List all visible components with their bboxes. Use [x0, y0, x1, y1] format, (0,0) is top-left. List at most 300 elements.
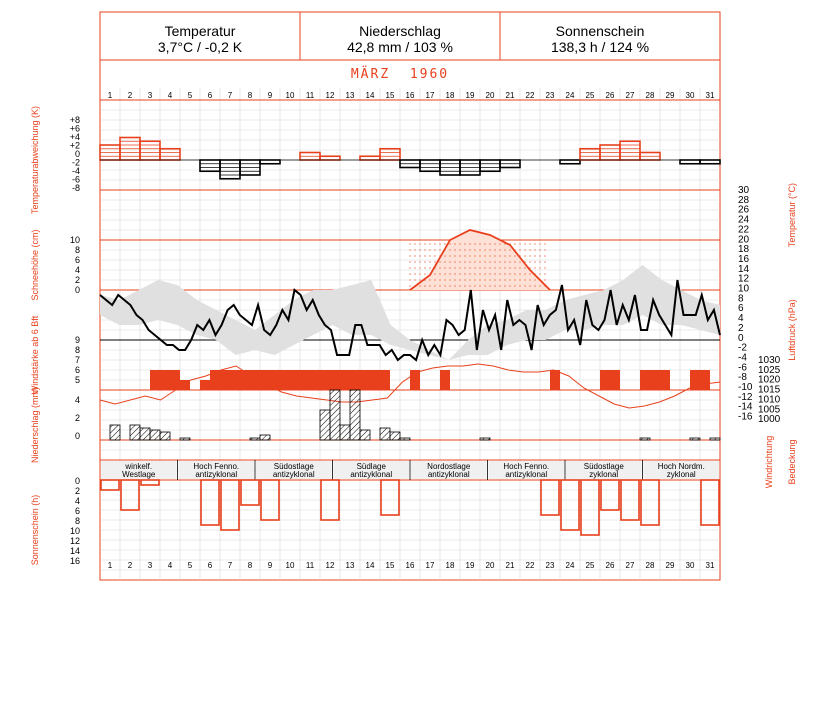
- temp-tick: 30: [738, 185, 750, 196]
- snow-dot: [524, 255, 525, 256]
- weather-type-label: antizyklonal: [505, 470, 548, 479]
- snow-dot: [489, 267, 490, 268]
- precip-bar: [480, 438, 490, 440]
- sunshine-bar: [581, 480, 599, 535]
- temp-tick: 2: [738, 322, 744, 334]
- snow-dot: [519, 249, 520, 250]
- snow-dot: [414, 267, 415, 268]
- anomaly-tick: -8: [71, 183, 80, 193]
- pressure-tick: 1015: [758, 384, 781, 396]
- day-label: 16: [405, 91, 415, 100]
- snow-dot: [434, 285, 435, 286]
- sunshine-value: 138,3 h / 124 %: [550, 39, 650, 55]
- snow-dot: [514, 243, 515, 244]
- snow-dot: [539, 285, 540, 286]
- wind-bar: [410, 370, 420, 390]
- precip-bar: [360, 430, 370, 440]
- snow-dot: [494, 285, 495, 286]
- snow-dot: [419, 261, 420, 262]
- snow-dot: [409, 249, 410, 250]
- anomaly-bar: [260, 160, 280, 164]
- snow-dot: [459, 267, 460, 268]
- temp-range-band: [100, 265, 720, 360]
- anomaly-tick: +6: [69, 123, 80, 134]
- snow-dot: [474, 243, 475, 244]
- snow-dot: [489, 261, 490, 262]
- snow-dot: [529, 255, 530, 256]
- snow-dot: [539, 261, 540, 262]
- snow-dot: [519, 243, 520, 244]
- snow-dot: [444, 243, 445, 244]
- snow-dot: [464, 243, 465, 244]
- snow-dot: [474, 273, 475, 274]
- snow-dot: [514, 273, 515, 274]
- left-axis-ticks: [70, 115, 80, 566]
- wind-bar: [300, 370, 310, 390]
- snow-dot: [494, 267, 495, 268]
- day-label: 24: [565, 561, 575, 570]
- anomaly-tick: -4: [71, 166, 80, 176]
- sunshine-bar: [201, 480, 219, 525]
- day-label: 3: [147, 91, 153, 100]
- snow-dot: [504, 249, 505, 250]
- day-label: 30: [685, 561, 695, 570]
- snow-dot: [494, 243, 495, 244]
- snow-dot: [424, 243, 425, 244]
- snow-tick: 2: [74, 275, 80, 285]
- day-label: 6: [207, 91, 213, 100]
- snow-dot: [459, 273, 460, 274]
- day-label: 11: [305, 91, 315, 100]
- day-label: 4: [167, 561, 173, 570]
- day-label: 13: [345, 561, 355, 570]
- sunshine-bar: [561, 480, 579, 530]
- snow-dot: [429, 285, 430, 286]
- weather-type-label: Westlage: [122, 470, 156, 479]
- snow-dot: [504, 267, 505, 268]
- right-axis-label: Luftdruck (hPa): [787, 299, 797, 361]
- snow-dot: [449, 267, 450, 268]
- snow-dot: [444, 273, 445, 274]
- temp-tick: 14: [738, 263, 750, 275]
- anomaly-tick: +2: [69, 140, 80, 151]
- day-labels-bottom: [108, 561, 715, 570]
- wind-tick: 8: [74, 345, 80, 355]
- snow-dot: [429, 279, 430, 280]
- snow-dot: [509, 255, 510, 256]
- anomaly-tick: 0: [74, 149, 80, 159]
- day-label: 17: [425, 91, 435, 100]
- wind-bar: [230, 370, 240, 390]
- snow-dot: [424, 273, 425, 274]
- sunshine-tick: 10: [69, 526, 80, 536]
- day-label: 27: [625, 561, 635, 570]
- snow-dot: [464, 273, 465, 274]
- day-label: 10: [285, 561, 295, 570]
- precip-bar: [640, 438, 650, 440]
- temp-tick: -4: [738, 352, 747, 364]
- temp-tick: -16: [738, 411, 753, 423]
- anomaly-tick: -2: [71, 157, 80, 168]
- day-label: 8: [247, 561, 253, 570]
- sunshine-label: Sonnenschein: [555, 23, 645, 39]
- anomaly-bar: [140, 141, 160, 160]
- snow-dot: [409, 267, 410, 268]
- snow-dot: [529, 261, 530, 262]
- temp-tick: 0: [738, 332, 744, 344]
- pressure-tick: 1010: [758, 394, 781, 406]
- sunshine-tick: 8: [74, 516, 80, 526]
- snow-dot: [459, 249, 460, 250]
- day-label: 15: [385, 91, 395, 100]
- snow-dot: [514, 279, 515, 280]
- wind-bar: [660, 370, 670, 390]
- snow-dot: [449, 243, 450, 244]
- right-axis-ticks: [738, 185, 781, 425]
- day-label: 26: [605, 561, 615, 570]
- sunshine-tick: 4: [74, 496, 80, 506]
- snow-dot: [469, 267, 470, 268]
- weather-type-label: Südostlage: [273, 462, 314, 471]
- temp-anomaly-series: [100, 138, 720, 179]
- snow-dot: [414, 255, 415, 256]
- snow-dot: [439, 279, 440, 280]
- snow-dot: [499, 243, 500, 244]
- axis-labels: [30, 106, 797, 565]
- snow-dot: [489, 285, 490, 286]
- snow-dot: [474, 249, 475, 250]
- snow-dot: [459, 285, 460, 286]
- snow-dot: [544, 243, 545, 244]
- snow-dot: [479, 279, 480, 280]
- anomaly-bar: [700, 160, 720, 164]
- snow-dot: [484, 255, 485, 256]
- temp-tick: 8: [738, 293, 744, 305]
- snow-dot: [454, 273, 455, 274]
- snow-dot: [504, 285, 505, 286]
- snow-tick: 4: [74, 265, 80, 275]
- wind-bar: [280, 370, 290, 390]
- snow-tick: 8: [74, 245, 80, 255]
- snow-dot: [454, 261, 455, 262]
- snow-dot: [489, 279, 490, 280]
- snow-dot: [519, 285, 520, 286]
- anomaly-bar: [680, 160, 700, 164]
- snow-dot: [474, 255, 475, 256]
- snow-dot: [464, 267, 465, 268]
- wind-bar: [350, 370, 360, 390]
- weather-type-label: zyklonal: [666, 470, 696, 479]
- snow-dot: [479, 261, 480, 262]
- snow-dot: [469, 279, 470, 280]
- day-label: 29: [665, 91, 675, 100]
- snow-dot: [489, 243, 490, 244]
- right-axis-label: Temperatur (°C): [787, 182, 797, 248]
- temperature-value: 3,7°C / -0,2 K: [157, 39, 243, 55]
- day-label: 18: [445, 561, 455, 570]
- snow-dot: [474, 285, 475, 286]
- pressure-tick: 1025: [758, 364, 781, 376]
- snow-dot: [444, 255, 445, 256]
- snow-dot: [524, 267, 525, 268]
- sunshine-tick: 0: [74, 476, 80, 486]
- snow-dot: [504, 273, 505, 274]
- temp-tick: -12: [738, 391, 753, 403]
- day-label: 23: [545, 91, 555, 100]
- snow-dot: [534, 285, 535, 286]
- weather-type-label: antizyklonal: [272, 470, 315, 479]
- wind-tick: 6: [74, 365, 80, 375]
- day-label: 1: [107, 561, 113, 570]
- temperature-series: [100, 265, 720, 360]
- anomaly-tick: +8: [69, 115, 80, 125]
- snow-dot: [409, 285, 410, 286]
- snow-dot: [439, 273, 440, 274]
- day-label: 17: [425, 561, 435, 570]
- sunshine-tick: 2: [74, 486, 80, 496]
- snow-dot: [509, 261, 510, 262]
- precip-bar: [340, 425, 350, 440]
- snow-dot: [464, 249, 465, 250]
- day-label: 26: [605, 91, 615, 100]
- snow-dot: [439, 249, 440, 250]
- temp-tick: -8: [738, 372, 747, 384]
- snow-dot: [534, 243, 535, 244]
- anomaly-bar: [220, 160, 240, 179]
- day-label: 19: [465, 561, 475, 570]
- day-label: 2: [127, 561, 133, 570]
- anomaly-tick: -6: [71, 174, 80, 185]
- day-label: 15: [385, 561, 395, 570]
- snow-dot: [429, 249, 430, 250]
- snow-tick: 0: [74, 285, 80, 295]
- wind-bar: [360, 370, 370, 390]
- wind-bar: [260, 370, 270, 390]
- snow-dot: [454, 243, 455, 244]
- snow-dot: [539, 249, 540, 250]
- day-label: 25: [585, 561, 595, 570]
- snow-dot: [499, 255, 500, 256]
- day-label: 21: [505, 91, 515, 100]
- wind-bar: [320, 370, 330, 390]
- anomaly-bar: [360, 156, 380, 160]
- day-label: 11: [305, 561, 315, 570]
- day-label: 20: [485, 561, 495, 570]
- temp-tick: 10: [738, 283, 750, 295]
- left-axis-label: Temperaturabweichung (K): [30, 105, 40, 215]
- snow-dot: [484, 261, 485, 262]
- snow-dot: [534, 261, 535, 262]
- temp-tick: 24: [738, 214, 750, 226]
- day-label: 19: [465, 91, 475, 100]
- day-label: 20: [485, 91, 495, 100]
- snow-dot: [414, 243, 415, 244]
- precip-bar: [130, 425, 140, 440]
- precip-bar: [350, 390, 360, 440]
- day-label: 23: [545, 561, 555, 570]
- snow-dot: [519, 273, 520, 274]
- header: [100, 12, 720, 60]
- snow-dot: [414, 273, 415, 274]
- snow-dot: [519, 261, 520, 262]
- pressure-tick: 1000: [758, 414, 781, 426]
- snow-dot: [429, 243, 430, 244]
- precip-bar: [380, 428, 390, 440]
- day-label: 12: [325, 91, 335, 100]
- snow-dot: [434, 279, 435, 280]
- snow-dot: [409, 243, 410, 244]
- anomaly-bar: [380, 149, 400, 160]
- precip-bar: [250, 438, 260, 440]
- snow-dot: [434, 273, 435, 274]
- snow-dot: [494, 249, 495, 250]
- anomaly-bar: [420, 160, 440, 171]
- snow-dot: [429, 267, 430, 268]
- temp-tick: 18: [738, 244, 750, 256]
- wind-bar: [170, 370, 180, 390]
- day-label: 18: [445, 91, 455, 100]
- snow-dot: [514, 267, 515, 268]
- precip-tick: 0: [74, 431, 80, 441]
- snow-dot: [514, 285, 515, 286]
- snow-dot: [454, 267, 455, 268]
- wind-bar: [240, 370, 250, 390]
- day-label: 3: [147, 561, 153, 570]
- temp-tick: 16: [738, 253, 750, 265]
- weather-type-label: Südlage: [356, 462, 386, 471]
- day-label: 5: [187, 91, 193, 100]
- snow-dot: [544, 267, 545, 268]
- snow-dot: [494, 279, 495, 280]
- snow-dot: [479, 249, 480, 250]
- day-label: 28: [645, 561, 655, 570]
- snow-dot: [459, 261, 460, 262]
- day-label: 13: [345, 91, 355, 100]
- snow-dot: [419, 273, 420, 274]
- weather-type-label: antizyklonal: [195, 470, 238, 479]
- snow-dot: [539, 267, 540, 268]
- snow-dot: [464, 285, 465, 286]
- snow-dot: [494, 261, 495, 262]
- snow-dot: [434, 243, 435, 244]
- snow-dot: [524, 273, 525, 274]
- snow-dot: [524, 243, 525, 244]
- snow-dot: [424, 255, 425, 256]
- day-label: 4: [167, 91, 173, 100]
- weather-type-label: Hoch Fenno.: [503, 462, 550, 471]
- weather-type-label: zyklonal: [589, 470, 619, 479]
- snow-dot: [409, 255, 410, 256]
- snow-dot: [544, 255, 545, 256]
- sunshine-bar: [701, 480, 719, 525]
- snow-dot: [409, 279, 410, 280]
- snow-dot: [479, 255, 480, 256]
- day-label: 2: [127, 91, 133, 100]
- weather-type-label: antizyklonal: [427, 470, 470, 479]
- snow-dot: [409, 273, 410, 274]
- snow-dot: [484, 279, 485, 280]
- wind-bar: [330, 370, 340, 390]
- snow-dot: [539, 255, 540, 256]
- snow-dot: [434, 261, 435, 262]
- snow-dot: [474, 279, 475, 280]
- snow-dot: [449, 255, 450, 256]
- day-label: 29: [665, 561, 675, 570]
- sunshine-bar: [241, 480, 259, 505]
- snow-dot: [469, 261, 470, 262]
- snow-dot: [504, 279, 505, 280]
- day-label: 7: [227, 91, 233, 100]
- wind-bar: [600, 370, 610, 390]
- weather-types: [101, 460, 719, 480]
- snow-dot: [509, 273, 510, 274]
- snow-dot: [454, 255, 455, 256]
- day-label: 10: [285, 91, 295, 100]
- precip-bar: [150, 430, 160, 440]
- snow-dot: [479, 273, 480, 274]
- snow-dot: [474, 267, 475, 268]
- snow-dot: [499, 267, 500, 268]
- day-label: 31: [705, 91, 715, 100]
- precip-bar: [400, 438, 410, 440]
- snow-dot: [534, 255, 535, 256]
- sunshine-bar: [601, 480, 619, 510]
- wind-bar: [380, 370, 390, 390]
- snow-dot: [409, 261, 410, 262]
- snow-dot: [509, 279, 510, 280]
- snow-dot: [539, 273, 540, 274]
- temp-tick: -6: [738, 362, 747, 374]
- weather-type-label: Hoch Fenno.: [193, 462, 240, 471]
- snow-dot: [429, 261, 430, 262]
- weather-type-label: antizyklonal: [350, 470, 393, 479]
- snow-dot: [529, 273, 530, 274]
- temp-tick: 6: [738, 303, 744, 315]
- snow-dot: [469, 255, 470, 256]
- snow-dot: [414, 249, 415, 250]
- anomaly-bar: [620, 141, 640, 160]
- sunshine-bar: [641, 480, 659, 525]
- snow-dot: [534, 249, 535, 250]
- temp-tick: 12: [738, 273, 750, 285]
- snow-dot: [449, 249, 450, 250]
- snow-dot: [449, 285, 450, 286]
- right-axis-label: Bedeckung: [787, 439, 797, 485]
- sunshine-tick: 6: [74, 506, 80, 516]
- snow-dot: [514, 261, 515, 262]
- snow-dot: [419, 279, 420, 280]
- anomaly-tick: +4: [69, 132, 80, 142]
- snow-dot: [529, 243, 530, 244]
- snow-dot: [469, 243, 470, 244]
- wind-tick: 9: [74, 335, 80, 345]
- snow-dot: [414, 261, 415, 262]
- day-label: 1: [107, 91, 113, 100]
- anomaly-bar: [480, 160, 500, 171]
- day-label: 30: [685, 91, 695, 100]
- wind-bar: [200, 380, 210, 390]
- precip-bar: [320, 410, 330, 440]
- precip-bar: [180, 438, 190, 440]
- snow-dot: [444, 285, 445, 286]
- day-label: 21: [505, 561, 515, 570]
- snow-dot: [509, 267, 510, 268]
- wind-bar: [310, 370, 320, 390]
- precip-bar: [160, 432, 170, 440]
- wind-bar: [370, 370, 380, 390]
- snow-dot: [429, 255, 430, 256]
- snow-dot: [484, 285, 485, 286]
